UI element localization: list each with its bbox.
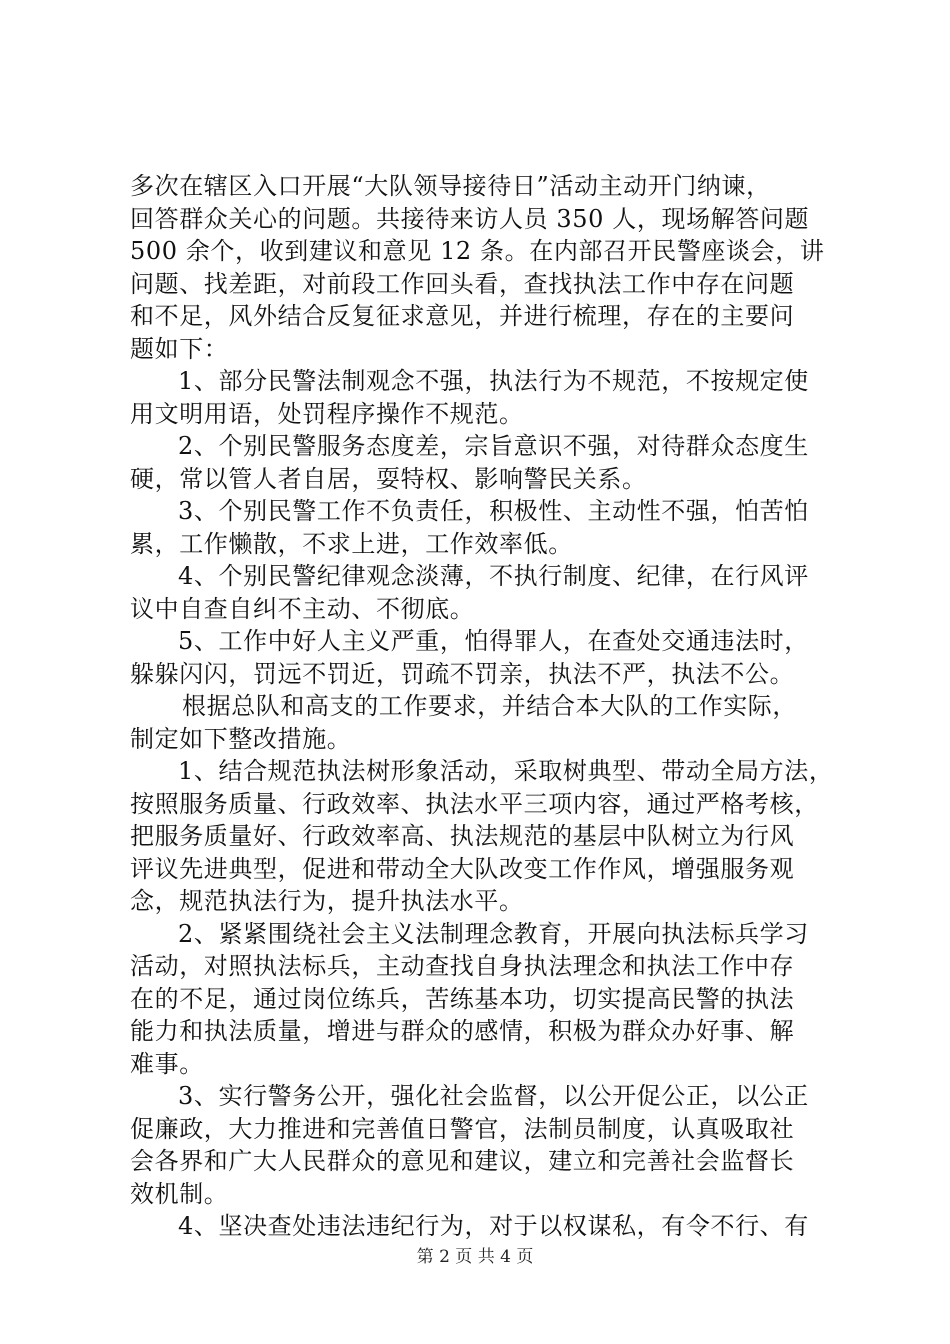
text-line: 念，规范执法行为，提升执法水平。	[130, 887, 524, 915]
text-line: 题如下：	[130, 334, 229, 363]
text-line: 4、坚决查处违法违纪行为，对于以权谋私，有令不行、有	[178, 1212, 809, 1240]
page-footer: 第 2 页 共 4 页	[416, 1247, 534, 1267]
text-line: 和不足，风外结合反复征求意见，并进行梳理，存在的主要问	[130, 302, 795, 330]
text-line: 回答群众关心的问题。共接待来访人员 350 人，现场解答问题	[130, 204, 810, 233]
text-line: 1、部分民警法制观念不强，执法行为不规范，不按规定使	[178, 367, 809, 395]
text-line: 问题、找差距，对前段工作回头看，查找执法工作中存在问题	[130, 269, 795, 298]
text-line: 累，工作懒散，不求上进，工作效率低。	[130, 529, 573, 558]
text-line: 难事。	[130, 1049, 204, 1078]
text-line: 效机制。	[130, 1179, 229, 1208]
text-line: 在的不足，通过岗位练兵，苦练基本功，切实提高民警的执法	[130, 984, 795, 1013]
text-line: 2、个别民警服务态度差，宗旨意识不强，对待群众态度生	[178, 432, 809, 460]
text-line: 3、实行警务公开，强化社会监督，以公开促公正，以公正	[178, 1082, 809, 1110]
text-line: 根据总队和高支的工作要求，并结合本大队的工作实际，	[182, 692, 797, 720]
text-line: 硬，常以管人者自居，耍特权、影响警民关系。	[130, 464, 647, 493]
text-line: 评议先进典型，促进和带动全大队改变工作作风，增强服务观	[130, 854, 795, 883]
text-line: 多次在辖区入口开展“大队领导接待日”活动主动开门纳谏，	[130, 172, 771, 200]
text-line: 活动，对照执法标兵，主动查找自身执法理念和执法工作中存	[130, 952, 795, 980]
text-line: 1、结合规范执法树形象活动，采取树典型、带动全局方法，	[178, 757, 834, 785]
text-line: 促廉政，大力推进和完善值日警官，法制员制度，认真吸取社	[130, 1114, 795, 1143]
document-body	[130, 170, 834, 1243]
text-line: 把服务质量好、行政效率高、执法规范的基层中队树立为行风	[130, 822, 795, 850]
text-line: 躲躲闪闪，罚远不罚近，罚疏不罚亲，执法不严，执法不公。	[130, 659, 795, 688]
text-line: 用文明用语，处罚程序操作不规范。	[130, 399, 524, 428]
text-line: 5、工作中好人主义严重，怕得罪人，在查处交通违法时，	[178, 627, 809, 655]
text-line: 2、紧紧围绕社会主义法制理念教育，开展向执法标兵学习	[178, 919, 809, 948]
text-line: 制定如下整改措施。	[130, 724, 352, 753]
text-line: 议中自查自纠不主动、不彻底。	[130, 594, 475, 623]
text-line: 会各界和广大人民群众的意见和建议，建立和完善社会监督长	[130, 1147, 795, 1175]
text-line: 能力和执法质量，增进与群众的感情，积极为群众办好事、解	[130, 1017, 795, 1045]
text-line: 3、个别民警工作不负责任，积极性、主动性不强，怕苦怕	[178, 497, 809, 525]
text-line: 4、个别民警纪律观念淡薄，不执行制度、纪律，在行风评	[178, 562, 809, 590]
text-line: 500 余个，收到建议和意见 12 条。在内部召开民警座谈会，讲	[130, 237, 825, 265]
text-line: 按照服务质量、行政效率、执法水平三项内容，通过严格考核，	[130, 789, 819, 818]
